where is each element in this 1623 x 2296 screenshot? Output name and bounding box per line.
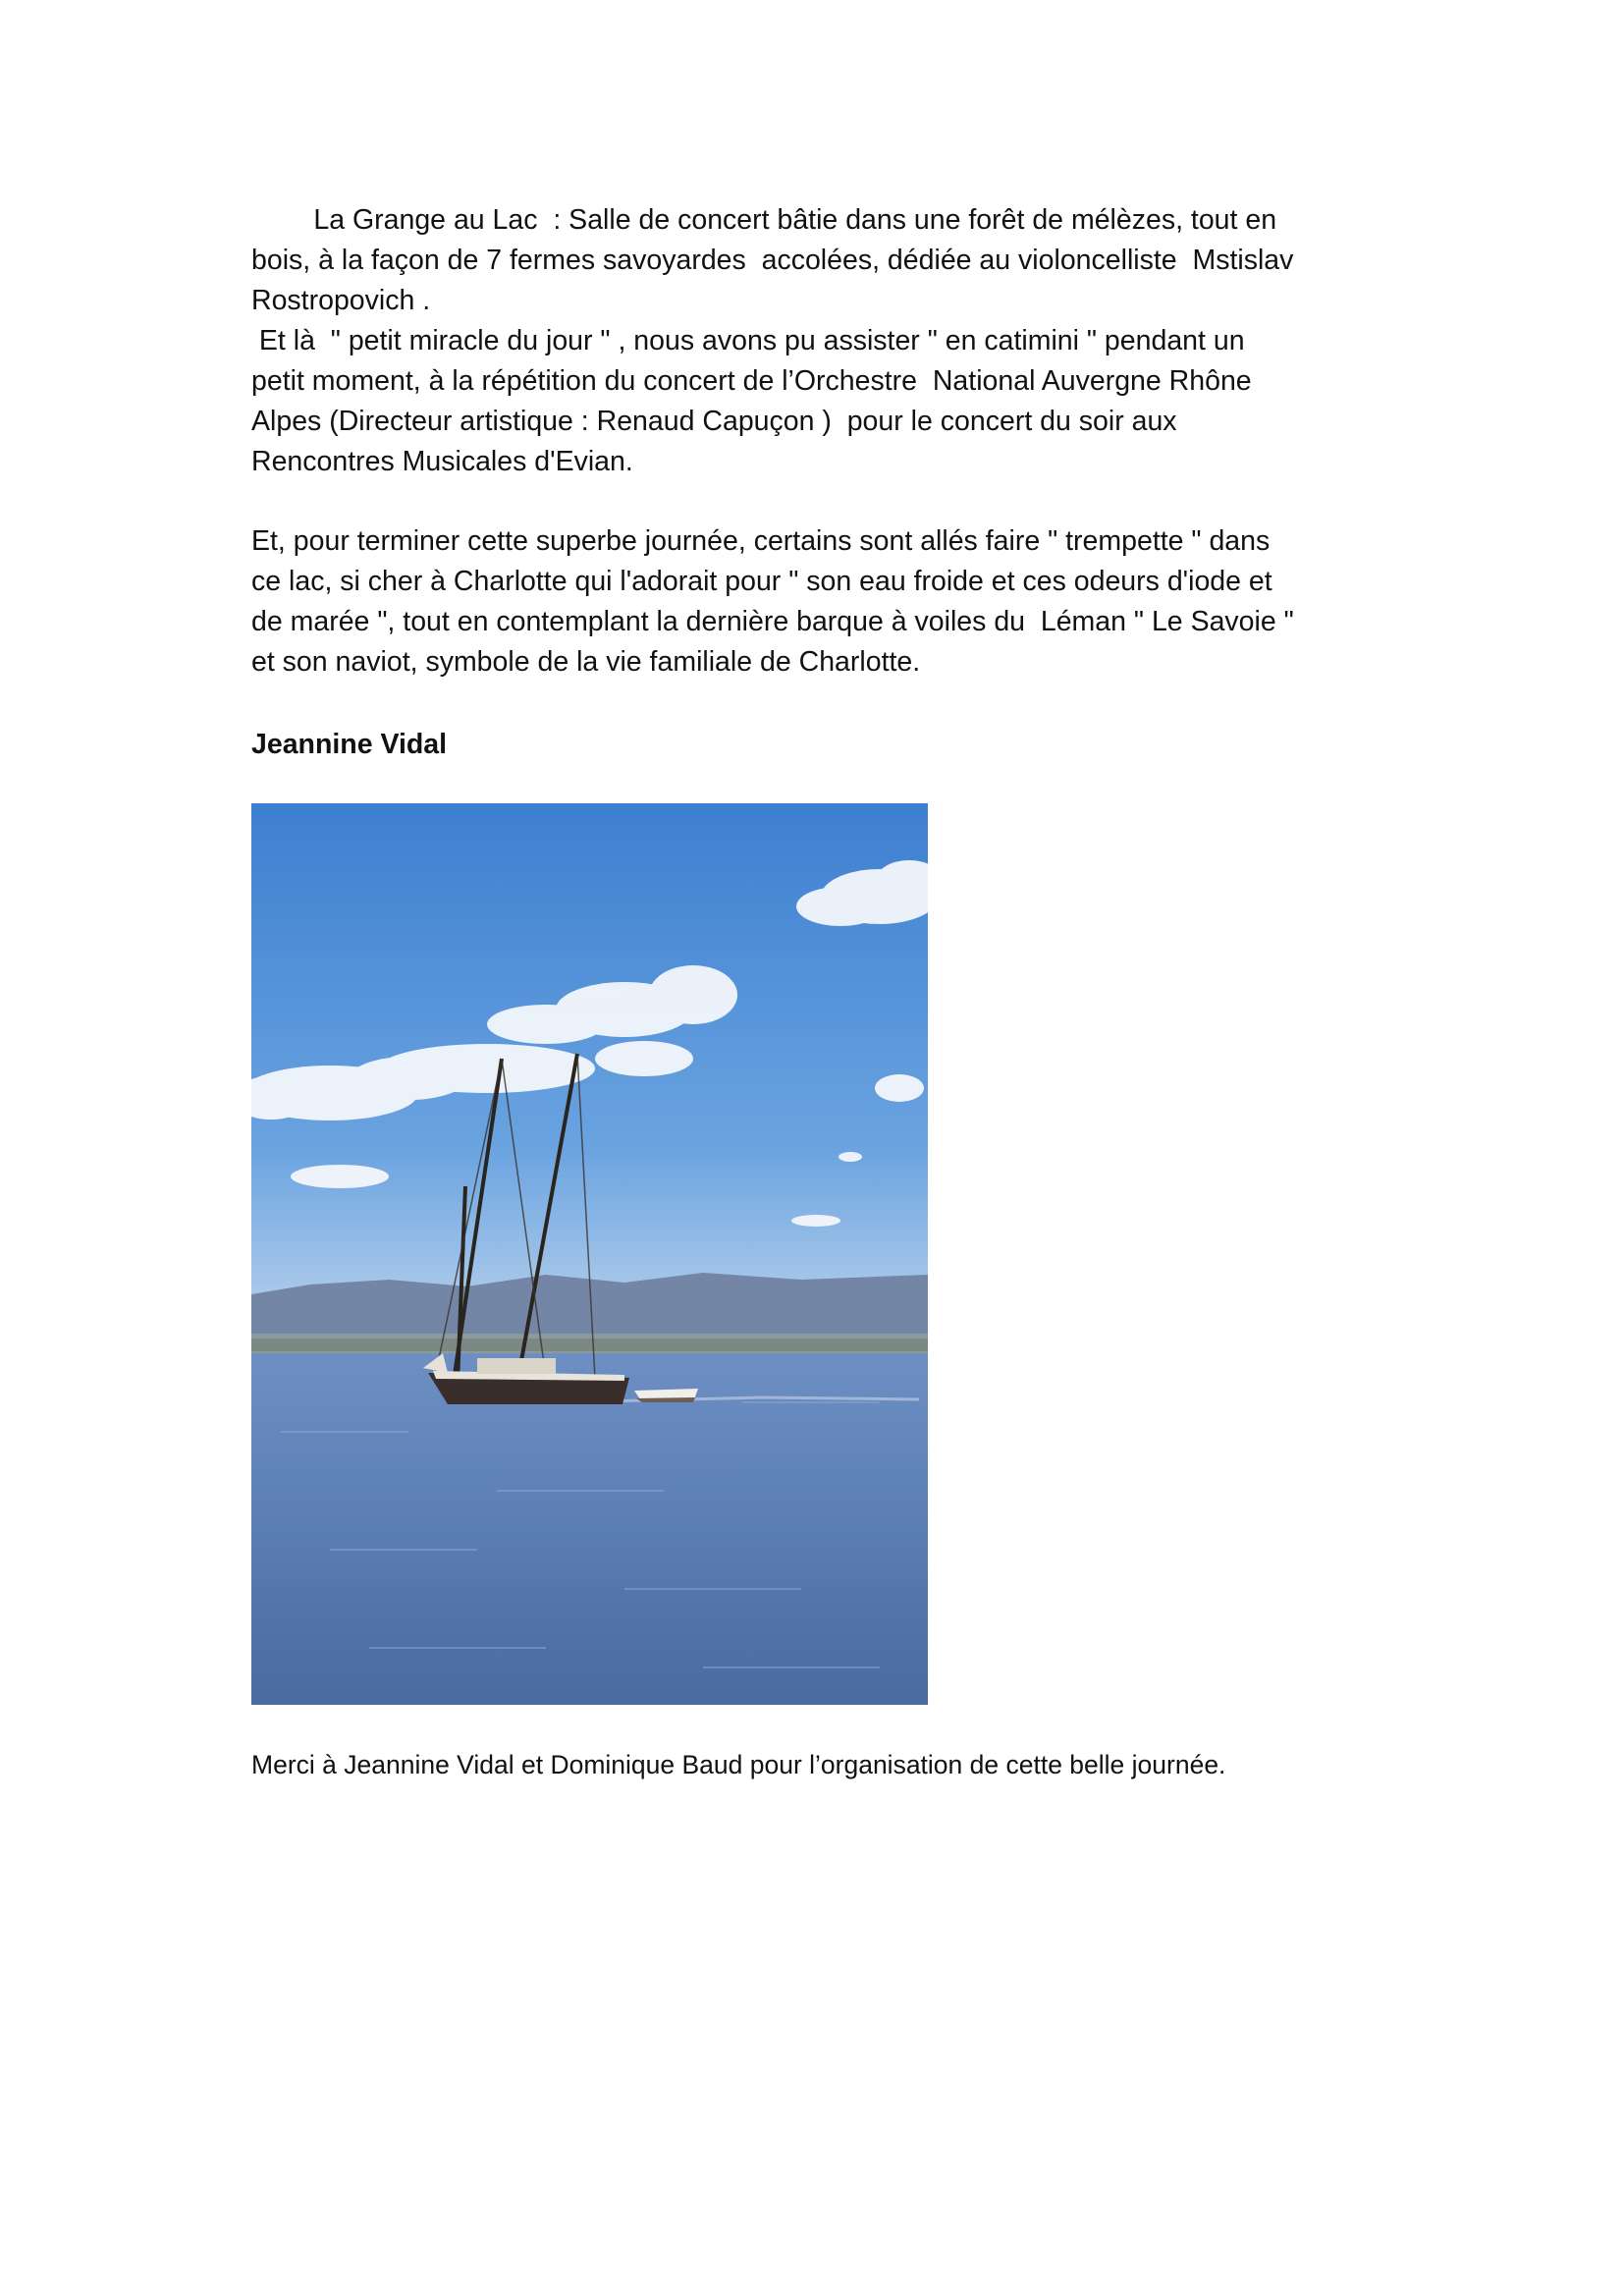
thanks-note: Merci à Jeannine Vidal et Dominique Baud pour l’organisation de cette belle journée. <box>251 1750 1226 1779</box>
text-line: Et, pour terminer cette superbe journée, certains sont allés faire " trempette " dans <box>251 525 1271 557</box>
text-line: de marée ", tout en contemplant la dernière barque à voiles du Léman " Le Savoie " <box>251 606 1294 637</box>
text-line: Rencontres Musicales d'Evian. <box>251 446 633 477</box>
text-line: et son naviot, symbole de la vie familiale de Charlotte. <box>251 646 921 678</box>
text-line: petit moment, à la répétition du concert de l’Orchestre National Auvergne Rhône <box>251 365 1252 397</box>
text-line: Et là " petit miracle du jour " , nous avons pu assister " en catimini " pendant un <box>251 325 1245 356</box>
paragraph-trempette <box>251 521 1390 683</box>
text-line: La Grange au Lac : Salle de concert bâtie dans une forêt de mélèzes, tout en <box>251 204 1277 236</box>
text-line: bois, à la façon de 7 fermes savoyardes accolées, dédiée au violoncelliste Mstislav <box>251 245 1294 276</box>
text-line: Rostropovich . <box>251 285 431 316</box>
text-line: ce lac, si cher à Charlotte qui l'adorait pour " son eau froide et ces odeurs d'iode et <box>251 566 1272 597</box>
paragraph-grange-au-lac <box>251 200 1390 482</box>
lake-sailboat-photo <box>251 803 928 1705</box>
author-signature: Jeannine Vidal <box>251 729 448 760</box>
text-line: Alpes (Directeur artistique : Renaud Capuçon ) pour le concert du soir aux <box>251 406 1177 437</box>
